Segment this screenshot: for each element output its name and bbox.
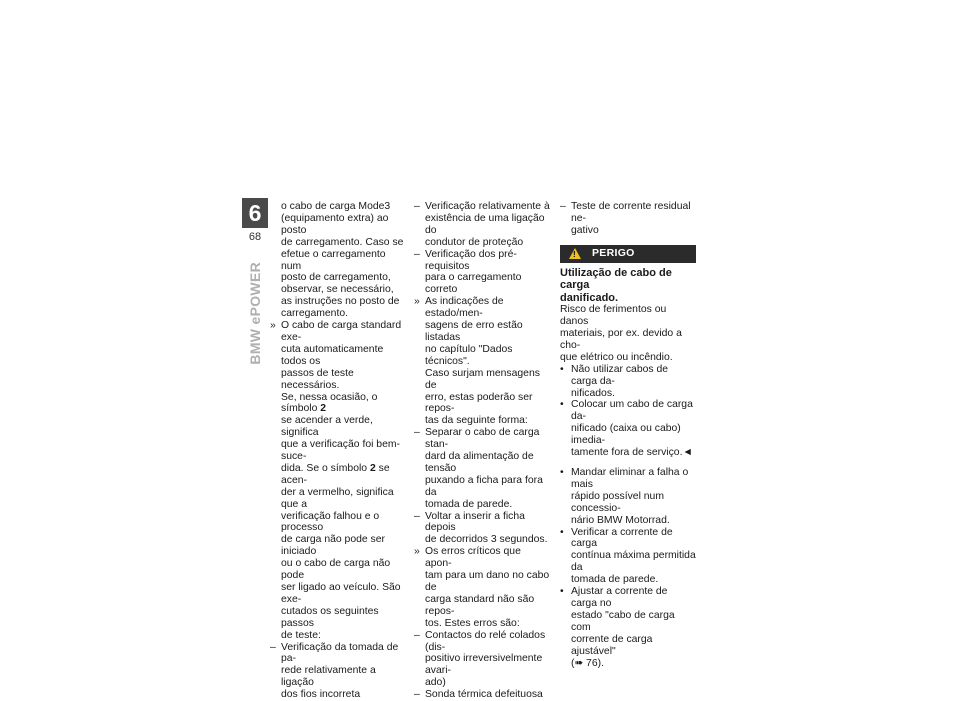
text-line: Os erros críticos que apon- — [425, 546, 521, 570]
text-line: (equipamento extra) ao posto — [281, 212, 389, 236]
text-line: condutor de proteção — [425, 236, 524, 248]
text-line: Verificar a corrente de carga — [571, 526, 673, 550]
list-item — [560, 201, 696, 237]
text-line: positivo irreversivelmente avari- — [425, 653, 543, 677]
text-line: Separar o cabo de carga stan- — [425, 427, 540, 451]
list-item — [414, 427, 550, 510]
text-line: verificação falhou e o processo — [281, 510, 380, 534]
text-line: cutados os seguintes passos — [281, 605, 379, 629]
text-line: materiais, por ex. devido a cho- — [560, 328, 682, 351]
item-marker: – — [560, 201, 566, 212]
text-line: que a verificação foi bem-suce- — [281, 439, 400, 463]
text-line: carga standard não são repos- — [425, 593, 535, 617]
text-column-3 — [560, 201, 696, 669]
text-line: no capítulo "Dados técnicos". — [425, 343, 513, 367]
text-line: existência de uma ligação do — [425, 212, 545, 236]
chapter-number: 6 — [242, 198, 268, 228]
list-item — [414, 201, 550, 249]
item-marker: – — [414, 689, 420, 701]
text-line: posto de carregamento, — [281, 272, 391, 284]
text-line: passos de teste necessários. — [281, 367, 354, 391]
status-symbol: 2 — [369, 462, 376, 474]
text-line: rede relativamente a ligação — [281, 665, 376, 689]
item-marker: – — [270, 641, 276, 653]
text-line: ser ligado ao veículo. São exe- — [281, 582, 401, 605]
text-line: observar, se necessário, — [281, 284, 394, 296]
bullet-marker: • — [560, 526, 564, 538]
page-reference[interactable]: (➠ 76). — [571, 657, 604, 669]
text-line: sagens de erro estão listadas — [425, 320, 523, 343]
text-line: contínua máxima permitida da — [571, 550, 696, 574]
text-line: dard da alimentação de tensão — [425, 451, 534, 474]
text-line: Verificação relativamente à — [425, 201, 550, 212]
text-line: Verificação dos pré-requisitos — [425, 248, 517, 272]
item-marker: – — [414, 629, 420, 641]
bullet-marker: • — [560, 467, 564, 478]
text-line: der a vermelho, significa que a — [281, 486, 394, 510]
warning-text — [560, 304, 696, 364]
item-marker: » — [414, 546, 420, 558]
item-marker: » — [270, 320, 276, 332]
text-line: tamente fora de serviço.◄ — [571, 447, 693, 459]
text-line: estado "cabo de carga com — [571, 609, 675, 633]
text-line: de carga não pode ser iniciado — [281, 534, 385, 558]
text-line: O cabo de carga standard exe- — [281, 320, 402, 343]
text-line: para o carregamento correto — [425, 272, 522, 296]
text-line: Voltar a inserir a ficha depois — [425, 510, 525, 534]
text-line: tomada de parede. — [425, 498, 513, 510]
text-line: Utilização de cabo de carga — [560, 266, 672, 292]
text-line: carregamento. — [281, 308, 348, 320]
end-of-warning-icon: ◄ — [682, 447, 693, 459]
text-line: efetue o carregamento num — [281, 248, 386, 272]
text-line: ou o cabo de carga não pode — [281, 558, 391, 582]
text-line: Não utilizar cabos de carga da- — [571, 363, 669, 387]
list-item — [414, 249, 550, 297]
result-item — [414, 546, 550, 629]
text-line: gativo — [571, 224, 599, 236]
text-line: tam para um dano no cabo de — [425, 570, 550, 593]
text-line: Sonda térmica defeituosa — [425, 689, 543, 701]
text-line: de teste: — [281, 629, 321, 641]
warning-triangle-icon — [569, 248, 581, 259]
text-line: dos fios incorreta — [281, 689, 361, 701]
text-line: se acender a verde, significa — [281, 415, 373, 439]
item-marker: » — [414, 296, 420, 308]
item-marker: – — [414, 510, 420, 522]
list-item — [414, 630, 550, 690]
text-line: Risco de ferimentos ou danos — [560, 304, 667, 328]
text-line: Mandar eliminar a falha o mais — [571, 467, 689, 490]
page-number: 68 — [248, 231, 262, 243]
result-item — [414, 296, 550, 427]
warning-label: PERIGO — [592, 246, 635, 259]
section-title: BMW ePOWER — [247, 262, 263, 365]
text-line: que elétrico ou incêndio. — [560, 351, 673, 363]
status-symbol: 2 — [320, 403, 327, 415]
text-line: Se, nessa ocasião, o símbolo 2 — [281, 391, 378, 415]
text-column-1 — [270, 201, 406, 701]
text-line: nário BMW Motorrad. — [571, 514, 670, 526]
result-item — [270, 320, 406, 641]
list-item — [414, 689, 550, 701]
item-marker: – — [414, 427, 420, 439]
list-item — [414, 511, 550, 547]
bullet-item — [560, 586, 696, 669]
warning-banner — [560, 245, 696, 263]
text-line: cuta automaticamente todos os — [281, 343, 384, 367]
intro-paragraph — [270, 201, 406, 320]
item-marker: – — [414, 248, 420, 260]
text-line: As indicações de estado/men- — [425, 296, 504, 320]
bullet-item — [560, 527, 696, 587]
text-line: o cabo de carga Mode3 — [281, 201, 391, 212]
text-line: danificado. — [560, 291, 619, 304]
text-line: tos. Estes erros são: — [425, 617, 520, 629]
bullet-marker: • — [560, 399, 564, 411]
text-line: Colocar um cabo de carga da- — [571, 399, 693, 423]
bullet-item — [560, 399, 696, 459]
warning-title — [560, 267, 696, 305]
text-line: de carregamento. Caso se — [281, 236, 404, 248]
text-line: nificados. — [571, 387, 615, 399]
text-line: Teste de corrente residual ne- — [571, 201, 691, 224]
text-line: nificado (caixa ou cabo) imedia- — [571, 423, 681, 447]
text-line: tomada de parede. — [571, 574, 659, 586]
chapter-marker — [242, 198, 268, 243]
bullet-marker: • — [560, 586, 564, 598]
text-line: tas da seguinte forma: — [425, 415, 528, 427]
text-line: de decorridos 3 segundos. — [425, 534, 548, 546]
text-line: erro, estas poderão ser repos- — [425, 391, 533, 415]
section-title-vertical — [242, 262, 268, 382]
text-line: Verificação da tomada de pa- — [281, 641, 399, 665]
bullet-item — [560, 467, 696, 527]
item-marker: – — [414, 201, 420, 212]
text-line: ado) — [425, 677, 446, 689]
text-line: puxando a ficha para fora da — [425, 474, 543, 498]
text-line: Contactos do relé colados (dis- — [425, 629, 546, 653]
text-line: as instruções no posto de — [281, 296, 400, 308]
text-line: rápido possível num concessio- — [571, 490, 664, 514]
bullet-marker: • — [560, 363, 564, 375]
bullet-item — [560, 364, 696, 400]
text-line: dida. Se o símbolo 2 se acen- — [281, 462, 390, 486]
text-column-2 — [414, 201, 550, 701]
text-line: Caso surjam mensagens de — [425, 367, 540, 391]
list-item — [270, 642, 406, 701]
text-line: Ajustar a corrente de carga no — [571, 586, 668, 609]
text-line: corrente de carga ajustável" — [571, 633, 653, 657]
